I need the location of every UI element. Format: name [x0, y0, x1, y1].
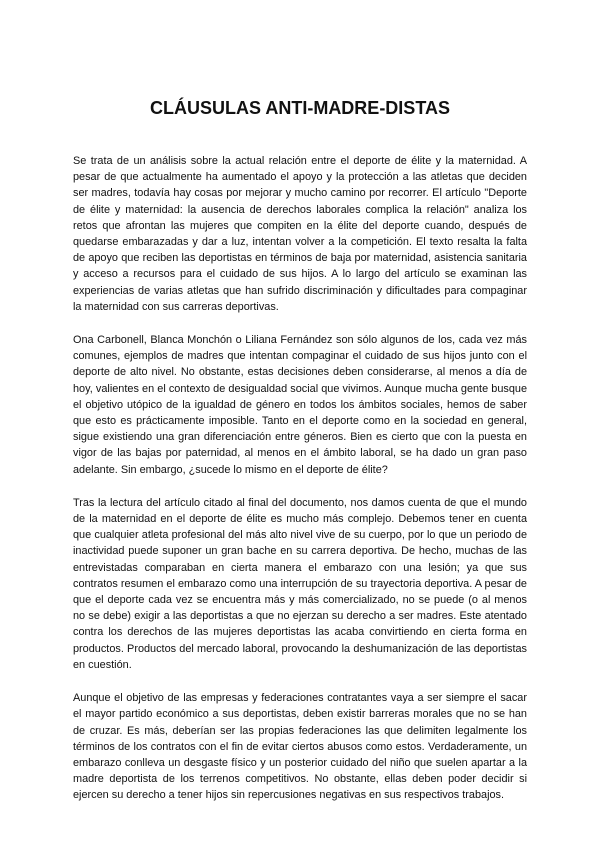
paragraph-1: Se trata de un análisis sobre la actual relación entre el deporte de élite y la maternidad. A pesar de que actualmente ha aumentado el apoyo y la protección a las atletas que deciden ser madres, todavía hay cosas por mejorar y mucho camino por recorrer. El artículo "Deporte de élite y maternidad: la ausencia de derechos laborales complica la relación" analiza los retos que afrontan las mujeres que compiten en la élite del deporte cuando, después de quedarse embarazadas y dar a luz, intentan volver a la competición. El texto resalta la falta de apoyo que reciben las deportistas en términos de baja por maternidad, asistencia sanitaria y acceso a recursos para el cuidado de sus hijos. A lo largo del artículo se examinan las experiencias de varias atletas que han sufrido discriminación y dificultades para compaginar la maternidad con sus carreras deportivas. [73, 155, 527, 313]
document-body [73, 153, 527, 821]
page-title: CLÁUSULAS ANTI-MADRE-DISTAS [150, 98, 450, 118]
paragraph-2: Ona Carbonell, Blanca Monchón o Liliana Fernández son sólo algunos de los, cada vez más comunes, ejemplos de madres que intentan compaginar el cuidado de sus hijos junto con el deporte de alto nivel. No obstante, estas decisiones deben considerarse, al menos a día de hoy, valientes en el contexto de desigualdad social que vivimos. Aunque mucha gente busque el objetivo utópico de la igualdad de género en todos los ámbitos sociales, hemos de saber que esto es prácticamente imposible. Tanto en el deporte como en la sociedad en general, sigue existiendo una gran diferenciación entre géneros. Bien es cierto que con la puesta en vigor de las bajas por paternidad, al menos en el ámbito laboral, se ha dado un gran paso adelante. Sin embargo, ¿sucede lo mismo en el deporte de élite? [73, 334, 527, 476]
paragraph-3: Tras la lectura del artículo citado al final del documento, nos damos cuenta de que el mundo de la maternidad en el deporte de élite es mucho más complejo. Debemos tener en cuenta que cualquier atleta profesional del más alto nivel vive de su cuerpo, por lo que un periodo de inactividad puede suponer un gran bache en su carrera deportiva. De hecho, muchas de las entrevistadas comparaban en cierta manera el embarazo con una lesión; ya que sus contratos resumen el embarazo como una interrupción de su trayectoria deportiva. A pesar de que el deporte cada vez se encuentra más y más comercializado, no se puede (o al menos no se debe) exigir a las deportistas a que no ejerzan su derecho a ser madres. Este atentado contra los derechos de las mujeres deportistas las acaba convirtiendo en cierta forma en productos. Productos del mercado laboral, provocando la deshumanización de las deportistas en cuestión. [73, 496, 527, 671]
paragraph-4: Aunque el objetivo de las empresas y federaciones contratantes vaya a ser siempre el sacar el mayor partido económico a sus deportistas, deben existir barreras morales que no se han de cruzar. Es más, deberían ser las propias federaciones las que delimiten legalmente los términos de los contratos con el fin de evitar ciertos abusos como estos. Verdaderamente, un embarazo conlleva un desgaste físico y un posterior cuidado del niño que suelen apartar a la madre deportista de los terrenos competitivos. No obstante, ellas deben poder decidir si ejercen su derecho a tener hijos sin repercusiones negativas en sus respectivos trabajos. [73, 692, 527, 802]
